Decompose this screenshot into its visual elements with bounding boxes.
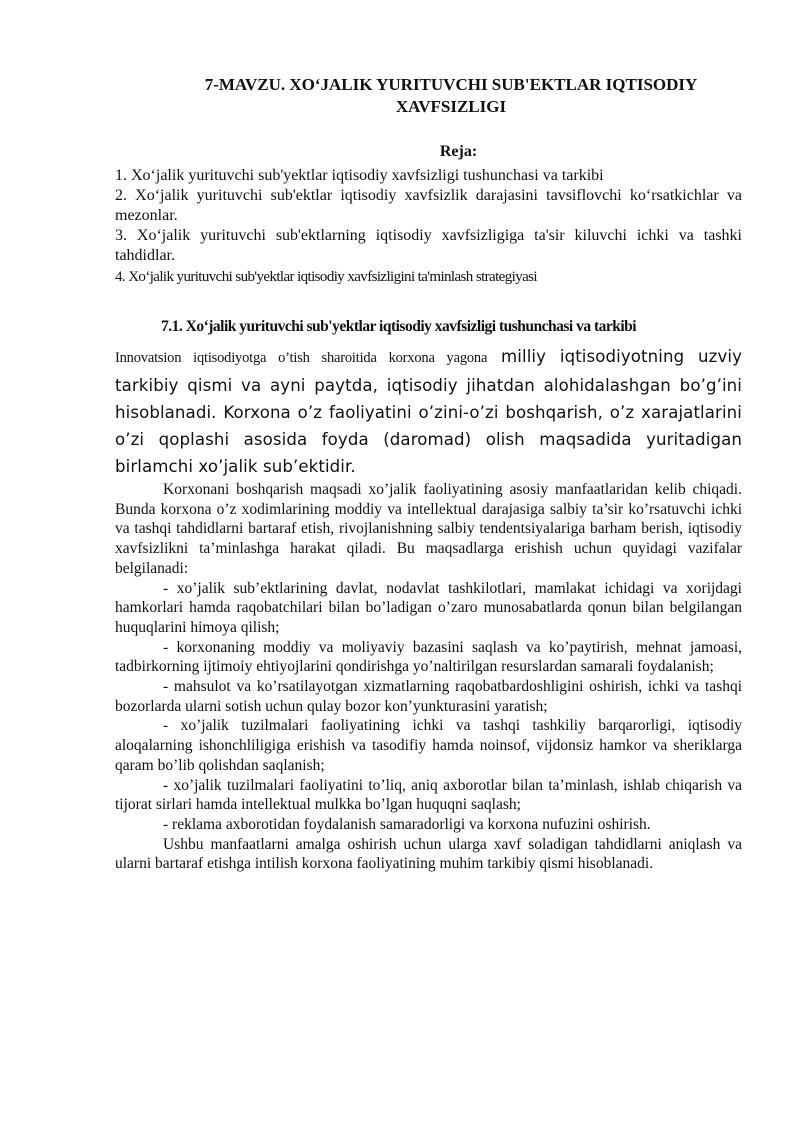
intro-paragraph (115, 343, 742, 480)
task-item-6: - reklama axborotidan foydalanish samaradorligi va korxona nufuzini oshirish. (163, 815, 651, 833)
section-heading: 7.1. Xo‘jalik yurituvchi sub'yektlar iqtisodiy xavfsizligi tushunchasi va tarkibi (161, 318, 637, 335)
page-title (160, 74, 742, 118)
task-item-2: - korxonaning moddiy va moliyaviy bazasini saqlash va ko’paytirish, mehnat jamoasi, tadbirkorning ijtimoiy ehtiyojlarini qondirishga yo’naltirilgan resurslardan samarali foydalanish; (115, 638, 742, 676)
title-line-2: XAVFSIZLIGI (395, 97, 507, 116)
plan-list (115, 166, 742, 287)
plan-item-2: 2. Xo‘jalik yurituvchi sub'ektlar iqtisodiy xavfsizlik darajasini tavsiflovchi ko‘rsatkichlar va mezonlar. (115, 187, 742, 224)
plan-item-1: 1. Xo‘jalik yurituvchi sub'yektlar iqtisodiy xavfsizligi tushunchasi va tarkibi (115, 167, 604, 184)
paragraph-goals: Korxonani boshqarish maqsadi xo’jalik faoliyatining asosiy manfaatlaridan kelib chiqadi. Bunda korxona o’z xodimlarining moddiy va intellektual darajasiga salbiy ta’sir ko’rsatuvchi ichki va tashqi tahdidlarni bartaraf etish, rivojlanishning salbiy tendentsiyalariga barham berish, iqtisodiy xavfsizlikni ta’minlashga harakat qiladi. Bu maqsadlarga erishish uchun quyidagi vazifalar belgilanadi: (115, 481, 742, 577)
body-text (115, 480, 742, 874)
task-item-4: - xo’jalik tuzilmalari faoliyatining ichki va tashqi tashkiliy barqarorligi, iqtisodiy aloqalarning ishonchliligiga erishish va tasodifiy hamda noinsof, vijdonsiz hamkor va sheriklarga qaram bo’lib qolishdan saqlanish; (115, 717, 742, 774)
task-item-3: - mahsulot va ko’rsatilayotgan xizmatlarning raqobatbardoshligini oshirish, ichki va tashqi bozorlarda ularni sotish uchun qulay bozor kon’yunkturasini yaratish; (115, 678, 742, 715)
task-item-5: - xo’jalik tuzilmalari faoliyatini to’liq, aniq axborotlar bilan ta’minlash, ishlab chiqarish va tijorat sirlari hamda intellektual mulkka bo’lgan huquqni saqlash; (115, 776, 742, 814)
paragraph-conclusion: Ushbu manfaatlarni amalga oshirish uchun ularga xavf soladigan tahdidlarni aniqlash va ularni bartaraf etishga intilish korxona faoliyatining muhim tarkibiy qismi hisoblanadi. (115, 835, 742, 873)
plan-item-4: 4. Xo‘jalik yurituvchi sub'yektlar iqtisodiy xavfsizligini ta'minlash strategiyasi (115, 269, 537, 285)
intro-small-text: Innovatsion iqtisodiyotga o’tish sharoitida korxona yagona (115, 350, 488, 366)
task-item-1: - xo’jalik sub’ektlarining davlat, nodavlat tashkilotlari, mamlakat ichidagi va xorijdagi hamkorlari hamda raqobatchilari bilan bo’ladigan o’zaro munosabatlarda qonun bilan belgilangan huquqlarini himoya qilish; (115, 579, 742, 636)
title-line-1: 7-MAVZU. XO‘JALIK YURITUVCHI SUB'EKTLAR IQTISODIY (204, 75, 698, 94)
plan-item-3: 3. Xo‘jalik yurituvchi sub'ektlarning iqtisodiy xavfsizligiga ta'sir kiluvchi ichki va tashki tahdidlar. (115, 227, 742, 264)
intro-large-text: milliy iqtisodiyotning uzviy tarkibiy qismi va ayni paytda, iqtisodiy jihatdan alohidalashgan bo’g’ini hisoblanadi. Korxona o’z faoliyatini o’zini-o’zi boshqarish, o’z xarajatlarini o’zi qoplashi asosida foyda (daromad) olish maqsadida yuritadigan birlamchi xo’jalik sub’ektidir. (115, 347, 743, 476)
plan-heading: Reja: (439, 143, 478, 160)
